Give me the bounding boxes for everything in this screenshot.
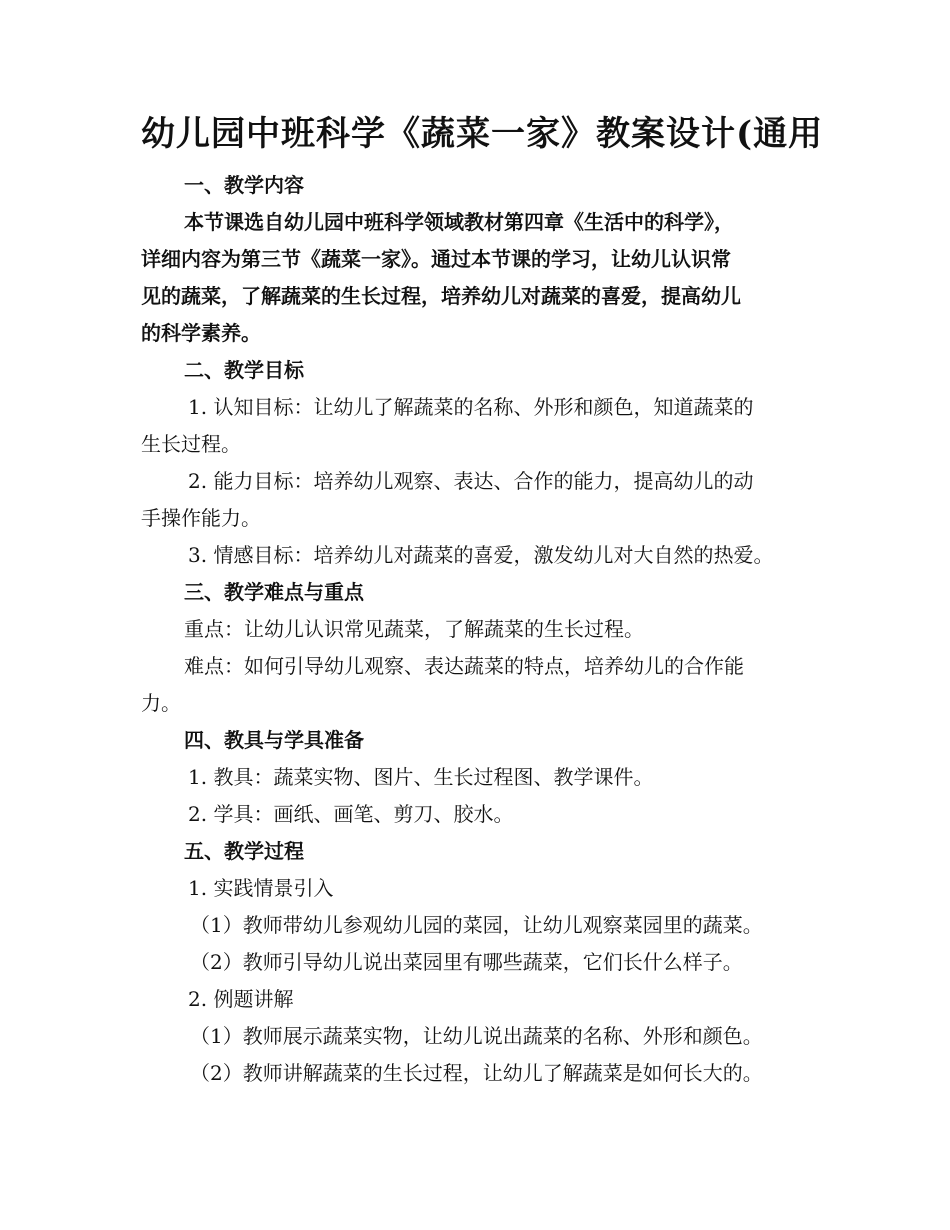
paragraph-line: 1. 认知目标：让幼儿了解蔬菜的名称、外形和颜色，知道蔬菜的 [188,395,754,419]
paragraph-line: 手操作能力。 [141,506,261,530]
paragraph-line: 2. 能力目标：培养幼儿观察、表达、合作的能力，提高幼儿的动 [188,469,754,493]
paragraph-line: （1）教师展示蔬菜实物，让幼儿说出蔬菜的名称、外形和颜色。 [190,1024,763,1048]
paragraph-line: 3. 情感目标：培养幼儿对蔬菜的喜爱，激发幼儿对大自然的热爱。 [188,543,774,567]
paragraph-line: 本节课选自幼儿园中班科学领域教材第四章《生活中的科学》， [184,210,734,234]
section-heading-process: 五、教学过程 [184,839,304,863]
paragraph-line: 重点：让幼儿认识常见蔬菜，了解蔬菜的生长过程。 [184,617,644,641]
paragraph-line: 的科学素养。 [141,321,261,345]
section-heading-objectives: 二、教学目标 [184,358,304,382]
paragraph-line: （2）教师引导幼儿说出菜园里有哪些蔬菜，它们长什么样子。 [190,950,743,974]
paragraph-line: 1. 实践情景引入 [188,876,334,900]
paragraph-line: 2. 学具：画纸、画笔、剪刀、胶水。 [188,802,514,826]
paragraph-line: 力。 [141,691,181,715]
document-title: 幼儿园中班科学《蔬菜一家》教案设计(通用 [141,114,824,154]
section-heading-materials: 四、教具与学具准备 [184,728,364,752]
paragraph-line: 难点：如何引导幼儿观察、表达蔬菜的特点，培养幼儿的合作能 [184,654,744,678]
paragraph-line: （1）教师带幼儿参观幼儿园的菜园，让幼儿观察菜园里的蔬菜。 [190,913,763,937]
paragraph-line: 见的蔬菜，了解蔬菜的生长过程，培养幼儿对蔬菜的喜爱，提高幼儿 [141,284,741,308]
paragraph-line: 2. 例题讲解 [188,987,294,1011]
paragraph-line: 1. 教具：蔬菜实物、图片、生长过程图、教学课件。 [188,765,654,789]
paragraph-line: （2）教师讲解蔬菜的生长过程，让幼儿了解蔬菜是如何长大的。 [190,1061,763,1085]
section-heading-difficulties: 三、教学难点与重点 [184,580,364,604]
paragraph-line: 生长过程。 [141,432,241,456]
paragraph-line: 详细内容为第三节《蔬菜一家》。通过本节课的学习，让幼儿认识常 [141,247,731,271]
section-heading-content: 一、教学内容 [184,173,304,197]
